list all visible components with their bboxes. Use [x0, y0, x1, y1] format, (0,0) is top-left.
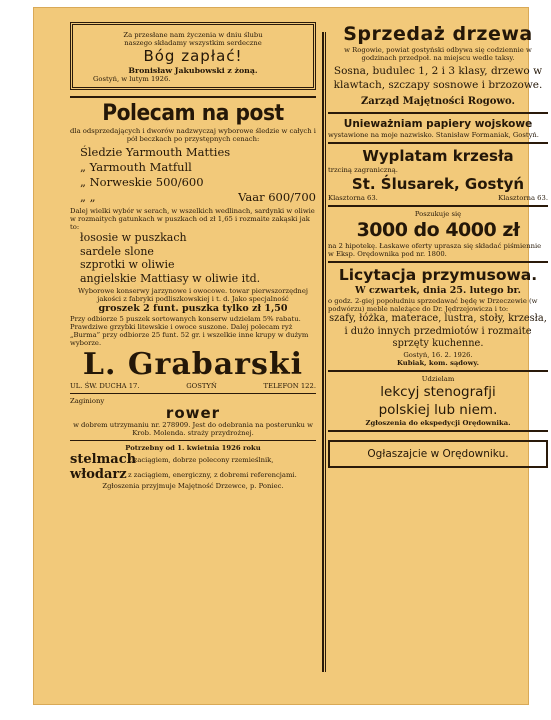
job-role-2: włodarz	[70, 467, 127, 483]
notice-line-2: naszego składamy wszystkim serdeczne	[124, 39, 262, 47]
steno-line-1: lekcyj stenografji	[380, 383, 496, 400]
grabarski-street: UL. ŚW. DUCHA 17.	[70, 382, 140, 391]
steno-line-2: polskiej lub niem.	[378, 401, 498, 418]
herring-offer: groszek 2 funt. puszka tylko zł 1,50	[98, 303, 288, 315]
auction-title: Licytacja przymusowa.	[338, 266, 538, 284]
loan-seek: Poszukuje się	[414, 210, 462, 218]
bike-text: w dobrem utrzymaniu nr. 278909. Jest do odebrania na posterunku w Krob. Molenda. straży przydrożnej.	[73, 421, 313, 438]
newspaper-page	[34, 8, 548, 704]
grabarski-ad	[70, 348, 316, 390]
papers-ad	[328, 117, 548, 139]
column-divider	[322, 32, 324, 672]
fish-item: sardele slone	[80, 244, 154, 258]
auction-sign: Kubiak, kom. sądowy.	[397, 358, 479, 367]
rule	[328, 205, 548, 207]
auction-place-date: Gostyń, 16. 2. 1926.	[403, 350, 473, 359]
advertise-box	[328, 440, 548, 468]
fish-item: angielskie Mattiasy w oliwie itd.	[80, 271, 261, 285]
jobs-ad	[70, 444, 316, 490]
herring-conserves: Wyborowe konserwy jarzynowe i owocowe. towar pierwszorzędnej jakości z fabryki podliszkowskiej i t. d. Jako specjalność	[78, 287, 308, 304]
fish-item: łososie w puszkach	[80, 231, 187, 245]
auction-intro: o godz. 2-giej popołudniu sprzedawać będę w Drzeczewie (w podwórzu) meble należące do Dr. Jędrzejowicza i to:	[328, 297, 538, 313]
rule	[70, 393, 316, 394]
steno-ad	[328, 375, 548, 427]
loan-ad	[328, 210, 548, 258]
herring-item: „ Yarmouth Matfull	[80, 160, 192, 175]
rule	[70, 440, 316, 441]
rule	[328, 370, 548, 372]
grabarski-city: GOSTYŃ	[186, 382, 217, 391]
loan-text: na 2 hipotekę. Łaskawe oferty uprasza się składać piśmiennie w Eksp. Orędownika pod nr. 1800.	[328, 242, 542, 258]
chairs-name: St. Ślusarek, Gostyń	[351, 175, 525, 193]
steno-apply: Zgłoszenia do ekspedycji Orędownika.	[365, 418, 511, 427]
steno-give: Udzielam	[421, 374, 455, 383]
jobs-header: Potrzebny od 1. kwietnia 1926 roku	[125, 444, 261, 453]
wood-sign: Zarząd Majętności Rogowo.	[361, 96, 515, 107]
rule	[328, 261, 548, 263]
loan-amount: 3000 do 4000 zł	[356, 219, 520, 241]
chairs-address	[328, 194, 548, 202]
herring-discount: Przy odbiorze 5 puszek sortowanych konserw udzielam 5% rabatu.	[70, 315, 301, 324]
notice-line-1: Za przesłane nam życzenia w dniu ślubu	[123, 31, 263, 39]
auction-ad	[328, 266, 548, 367]
thanks-notice	[70, 22, 316, 90]
herring-item: Śledzie Yarmouth Matties	[80, 145, 231, 160]
job-row-1	[70, 452, 316, 467]
rule	[70, 96, 316, 98]
wood-title: Sprzedaż drzewa	[343, 23, 533, 45]
column-divider-inner	[325, 32, 326, 672]
herring-item: „ „ Vaar 600/700	[80, 190, 316, 205]
bike-lost: Zaginiony	[70, 397, 105, 406]
jobs-apply: Zgłoszenia przyjmuje Majętność Drzewce, p. Poniec.	[102, 482, 284, 491]
herring-title: Polecam na post	[102, 101, 284, 127]
chairs-addr-right: Klasztorna 63.	[498, 194, 548, 202]
rule	[328, 430, 548, 432]
wood-intro: w Rogowie, powiat gostyński odbywa się codziennie w godzinach przedpoł. na miejscu wedle taksy.	[344, 46, 532, 62]
rule	[328, 112, 548, 114]
wood-body: Sosna, budulec 1, 2 i 3 klasy, drzewo w klawtach, szczapy sosnowe i brzozowe.	[333, 65, 543, 91]
herring-intro: dla odsprzedających i dworów nadzwyczaj wyborowe śledzie w całych i pół beczkach po przystępnych cenach:	[70, 127, 316, 144]
auction-items: szafy, łóżka, materace, lustra, stoły, krzesła, i dużo innych przedmiotów i rozmaite sprzęty kuchenne.	[329, 313, 547, 350]
herring-item: „ Norweskie 500/600	[80, 175, 204, 190]
notice-headline: Bóg zapłać!	[143, 47, 243, 65]
job-desc-1: z zaciągiem, dobrze polecony rzemieślnik,	[128, 455, 274, 464]
wood-ad	[328, 22, 548, 109]
herring-more: Dalej wielki wybór w serach, w wszelkich wedlinach, sardynki w oliwie w rozmaitych gatunkach w puszkach od zł 1,65 i rozmaite zakąski jak to:	[70, 207, 315, 232]
notice-place-date: Gostyń, w lutym 1926.	[93, 75, 171, 84]
left-column	[70, 22, 316, 490]
job-desc-2: z zaciągiem, energiczny, z dobremi referencjami.	[128, 470, 297, 479]
job-role-1: stelmach	[70, 452, 137, 468]
herring-mushrooms: Prawdziwe grzybki litewskie i owoce suszone. Dalej polecam ryż „Burma” przy odbiorze 25 funt. 52 gr. i wszelkie inne krupy w dużym wyborze.	[70, 323, 309, 348]
right-column	[328, 22, 548, 468]
herring-ad	[70, 101, 316, 347]
papers-title: Unieważniam papiery wojskowe	[343, 118, 533, 130]
grabarski-address	[70, 382, 316, 390]
auction-date: W czwartek, dnia 25. lutego br.	[355, 285, 521, 296]
bike-word: rower	[165, 404, 221, 423]
bike-ad	[70, 397, 316, 437]
chairs-title: Wyplatam krzesła	[362, 147, 514, 165]
advertise-text: Ogłaszajcie w Orędowniku.	[367, 447, 509, 460]
grabarski-phone: TELEFON 122.	[263, 382, 316, 391]
chairs-ad	[328, 147, 548, 202]
fish-item: szprotki w oliwie	[80, 258, 175, 272]
herring-list	[70, 145, 316, 205]
job-row-2	[70, 467, 316, 482]
chairs-sub: trzciną zagraniczną.	[328, 166, 398, 174]
chairs-addr-left: Klasztorna 63.	[328, 194, 378, 202]
notice-signature: Bronisław Jakubowski z żoną.	[128, 66, 258, 75]
rule	[328, 142, 548, 144]
fish-list	[70, 231, 316, 285]
papers-text: wystawione na moje nazwisko. Stanisław Formaniak, Gostyń.	[328, 131, 539, 139]
grabarski-name: L. Grabarski	[82, 347, 304, 383]
